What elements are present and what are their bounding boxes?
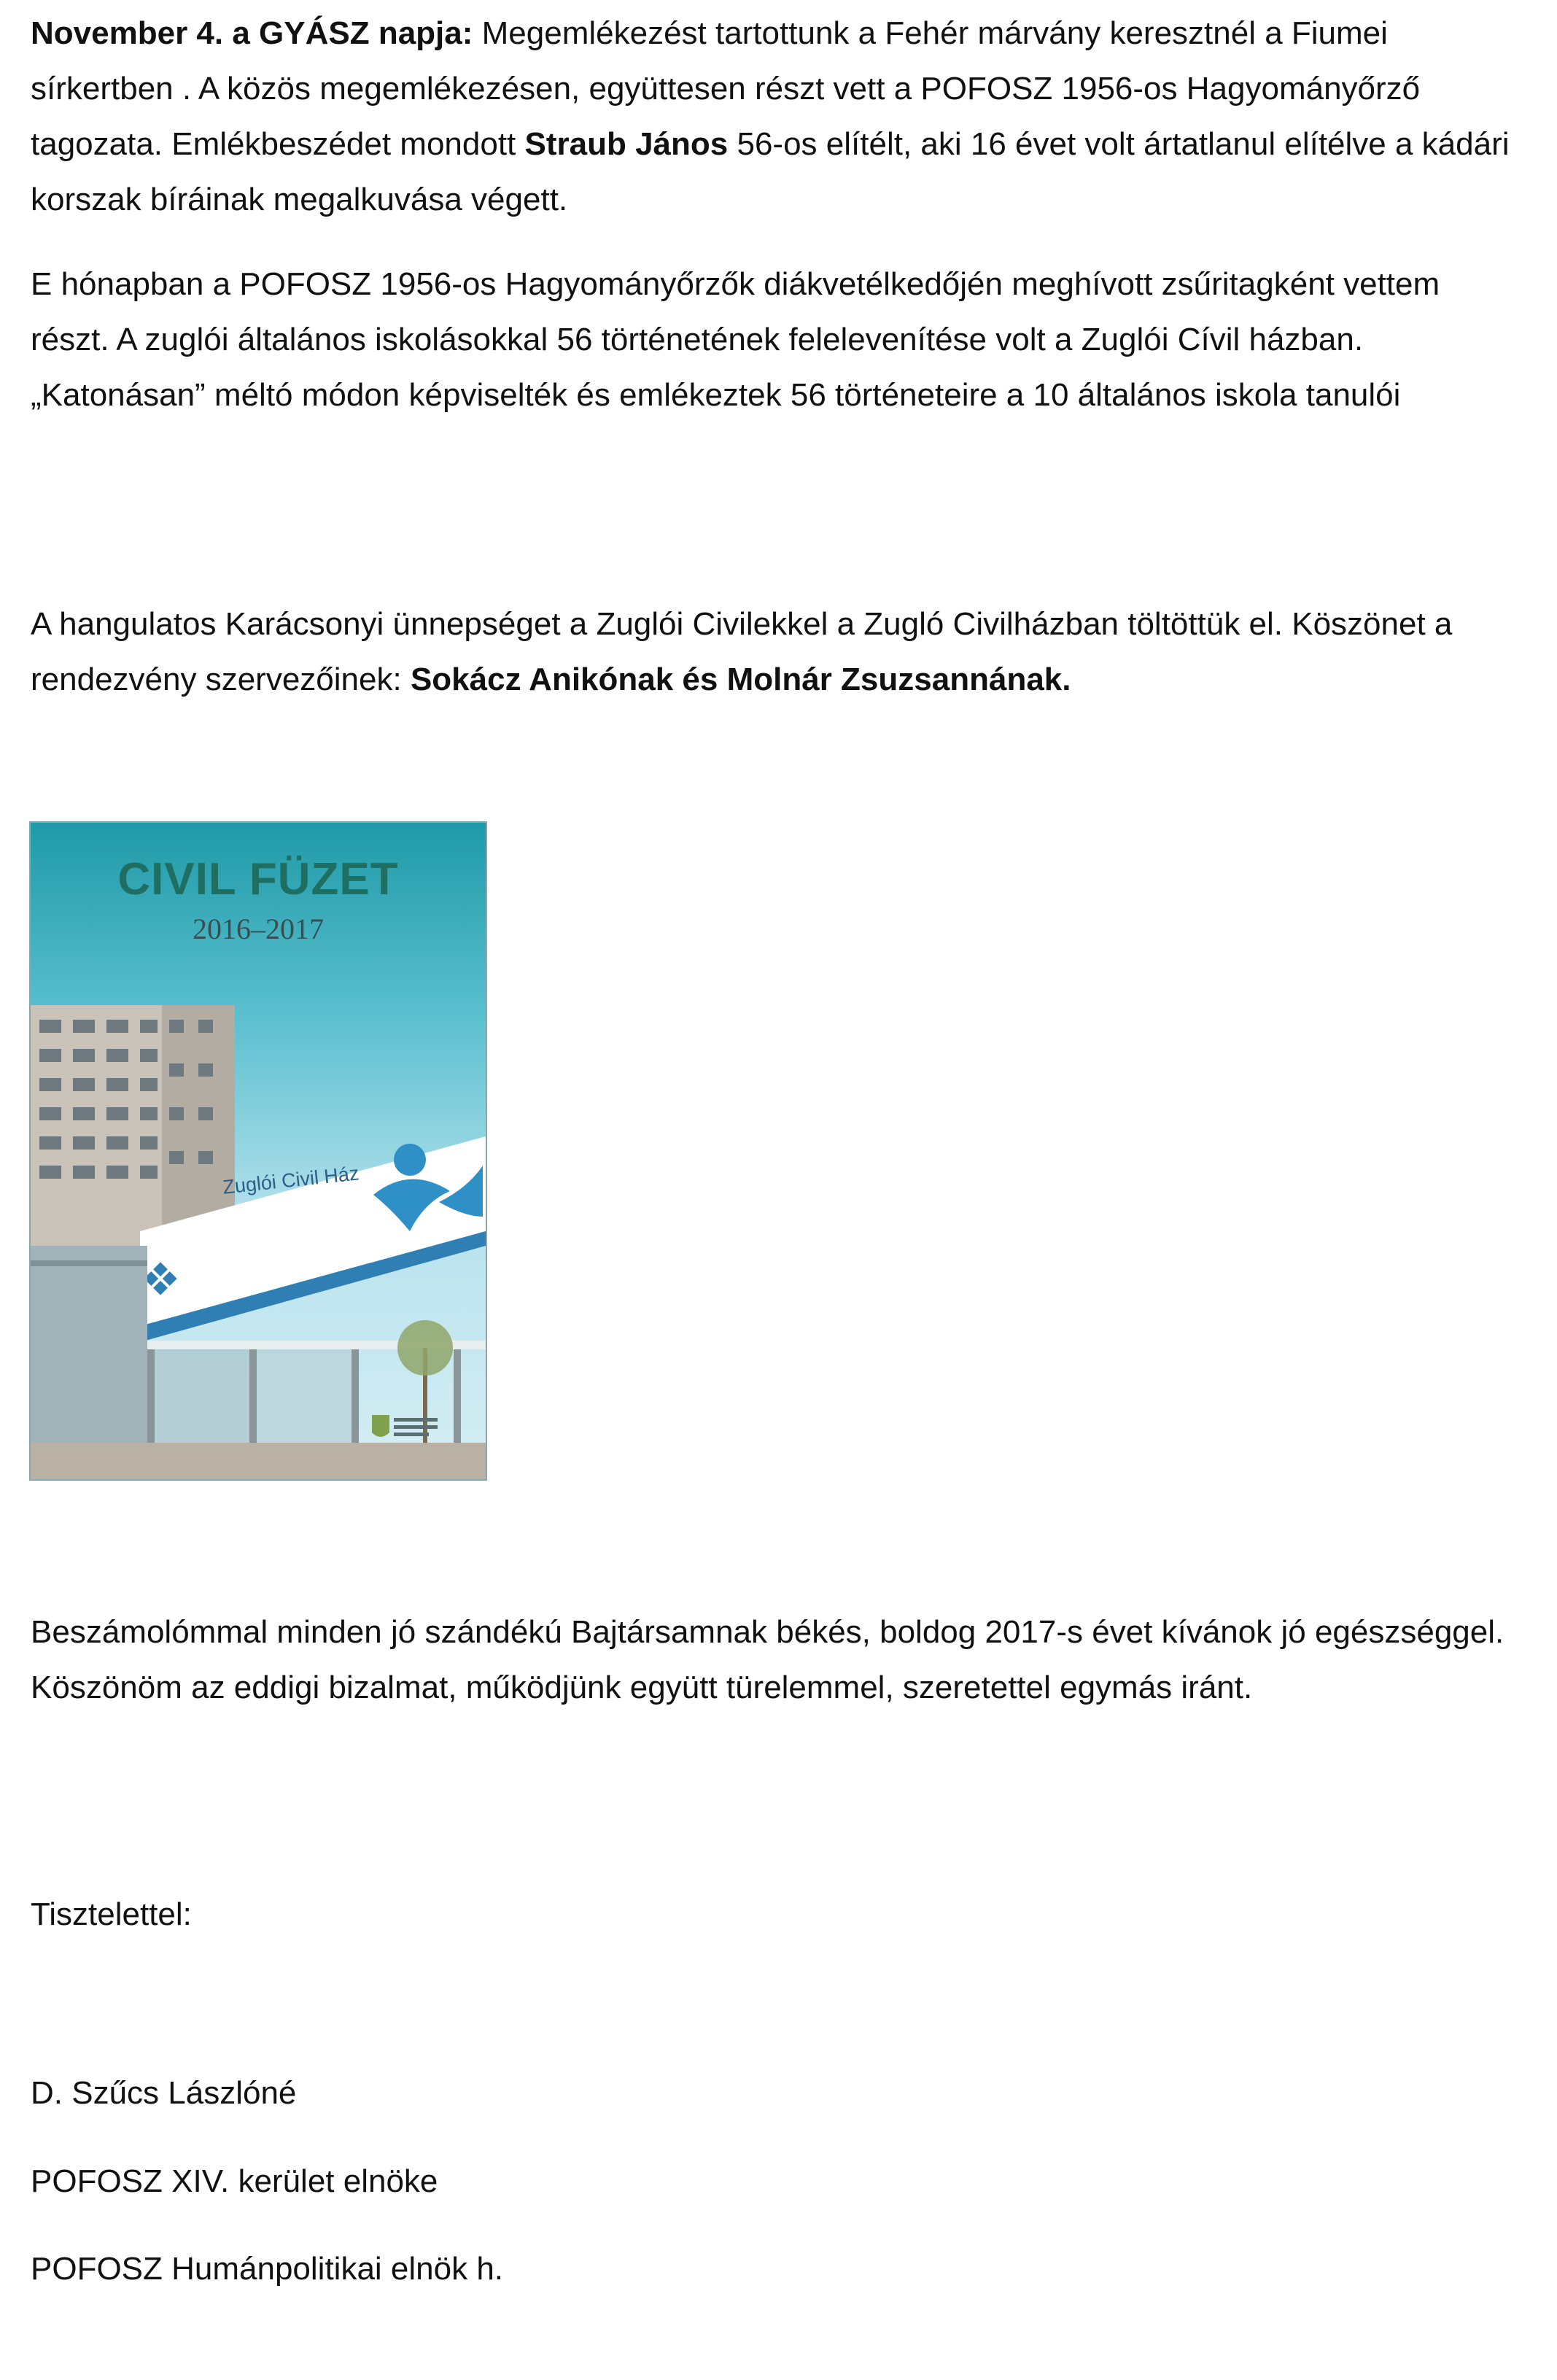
paragraph-karacsonyi-unnepseg: A hangulatos Karácsonyi ünnepséget a Zuglói Civilekkel a Zugló Civilházban töltöttük el. Köszönet a rendezvény szervezőinek: Sokácz Anikónak és Molnár Zsuzsannának. xyxy=(31,606,1453,697)
bold-heading-gyasz-napja: November 4. a GYÁSZ napja: xyxy=(31,15,473,51)
signature-title-2: POFOSZ Humánpolitikai elnök h. xyxy=(31,2251,504,2287)
building-sign-text: Zuglói Civil Ház xyxy=(222,1162,360,1198)
paragraph-diakvetelkedo: E hónapban a POFOSZ 1956-os Hagyományőrzők diákvetélkedőjén meghívott zsűritagként vettem részt. A zuglói általános iskolásokkal 56 történetének felelevenítése volt a Zuglói Cívil házban. „Katonásan” méltó módon képviselték és emlékeztek 56 történeteire a 10 általános iskola tanulói xyxy=(31,266,1440,413)
closing-salutation: Tisztelettel: xyxy=(31,1896,192,1932)
signature-title-1: POFOSZ XIV. kerület elnöke xyxy=(31,2163,438,2199)
signature-name: D. Szűcs Lászlóné xyxy=(31,2075,297,2111)
civil-fuzet-cover-image xyxy=(31,823,486,1479)
cover-years: 2016–2017 xyxy=(193,912,324,945)
paragraph-november-4: November 4. a GYÁSZ napja: Megemlékezést tartottunk a Fehér márvány keresztnél a Fiumei sírkertben . A közös megemlékezésen, együttesen részt vett a POFOSZ 1956-os Hagyományőrző tagozata. Emlékbeszédet mondott Straub János 56-os elítélt, aki 16 évet volt ártatlanul elítélve a kádári korszak bíráinak megalkuvása végett. xyxy=(31,15,1510,217)
cover-title: CIVIL FÜZET xyxy=(117,854,399,904)
bold-name-straub-janos: Straub János xyxy=(524,126,729,162)
bold-organizers: Sokácz Anikónak és Molnár Zsuzsannának. xyxy=(410,662,1071,697)
paragraph-closing-wishes: Beszámolómmal minden jó szándékú Bajtársamnak békés, boldog 2017-s évet kívánok jó egészséggel. Köszönöm az eddigi bizalmat, működjünk együtt türelemmel, szeretettel egymás iránt. xyxy=(31,1614,1504,1705)
